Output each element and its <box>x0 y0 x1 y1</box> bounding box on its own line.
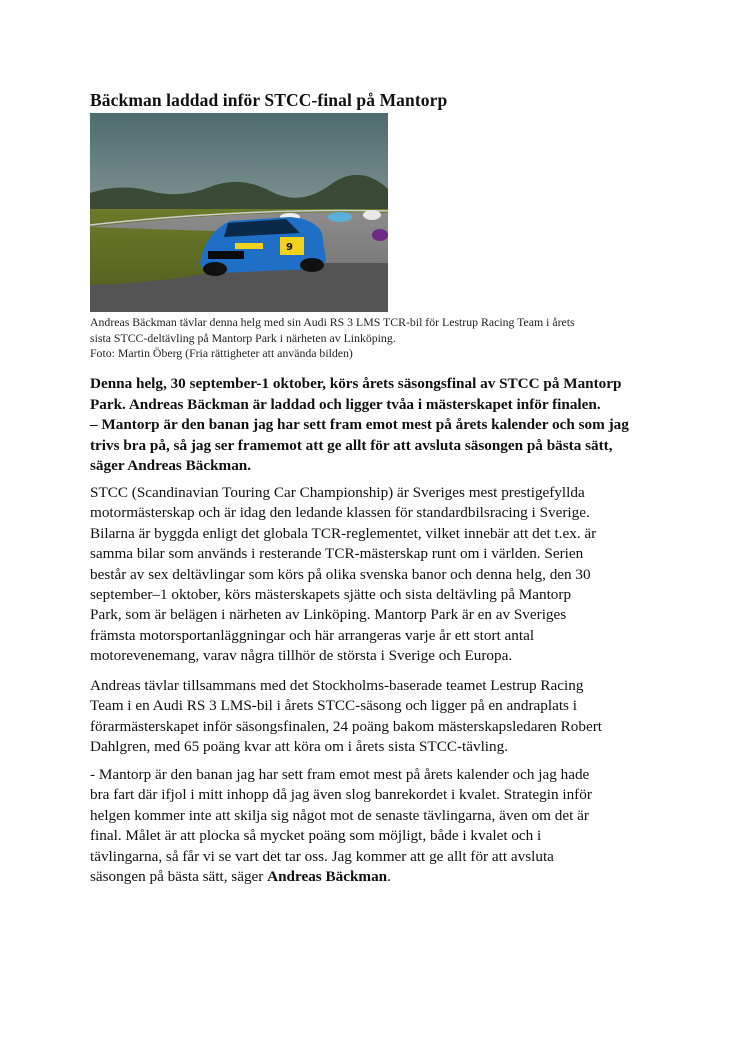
text-line: samma bilar som används i resterande TCR-mästerskap runt om i världen. Serien <box>90 545 584 563</box>
lead-line: säger Andreas Bäckman. <box>90 457 252 475</box>
lead-line: Park. Andreas Bäckman är laddad och ligger tvåa i mästerskapet inför finalen. <box>90 395 601 413</box>
body-paragraph-quote <box>90 765 662 887</box>
text-line: tävlingarna, så får vi se vart det tar oss. Jag kommer att ge allt för att avsluta <box>90 847 554 865</box>
text-line: Dahlgren, med 65 poäng kvar att köra om i årets sista STCC-tävling. <box>90 738 508 756</box>
body-paragraph-stcc <box>90 483 662 667</box>
text-line: STCC (Scandinavian Touring Car Championship) är Sveriges mest prestigefyllda <box>90 484 585 501</box>
text-line: september–1 oktober, körs mästerskapets sjätte och sista deltävling på Mantorp <box>90 586 572 604</box>
text-line: motormästerskap och är idag den ledande klassen för standardbilsracing i Sverige. <box>90 504 590 522</box>
article-title: Bäckman laddad inför STCC-final på Mantorp <box>90 90 448 110</box>
text-line: främsta motorsportanläggningar och här arrangeras varje år ett stort antal <box>90 626 535 644</box>
photo-caption <box>90 315 662 362</box>
text-line: Bilarna är byggda enligt det globala TCR-reglementet, vilket innebär att det t.ex. är <box>90 524 597 542</box>
text-line: består av sex deltävlingar som körs på olika svenska banor och denna helg, den 30 <box>90 565 591 583</box>
text-line: final. Målet är att plocka så mycket poäng som möjligt, både i kvalet och i <box>90 827 542 845</box>
caption-line: sista STCC-deltävling på Mantorp Park i närheten av Linköping. <box>90 330 396 345</box>
text-line: motorevenemang, varav några tillhör de största i Sverige och Europa. <box>90 647 513 665</box>
text-line: Park, som är belägen i närheten av Linköping. Mantorp Park är en av Sveriges <box>90 606 567 624</box>
text-line: Team i en Audi RS 3 LMS-bil i årets STCC-säsong och ligger på en andraplats i <box>90 697 577 715</box>
car-number: 9 <box>286 242 293 253</box>
caption-line: Foto: Martin Öberg (Fria rättigheter att använda bilden) <box>90 346 353 361</box>
lead-paragraph <box>90 374 662 477</box>
text-line: Andreas tävlar tillsammans med det Stockholms-baserade teamet Lestrup Racing <box>90 677 584 694</box>
text-line: bra fart där ifjol i mitt inhopp då jag även slog banrekordet i kvalet. Strategin inför <box>90 786 592 804</box>
race-car-photo <box>90 113 388 312</box>
lead-line: trivs bra på, så jag ser framemot att ge allt för att avsluta säsongen på bästa sätt, <box>90 436 613 454</box>
lead-line: Denna helg, 30 september-1 oktober, körs årets säsongsfinal av STCC på Mantorp <box>90 375 622 392</box>
lead-line: – Mantorp är den banan jag har sett fram emot mest på årets kalender och som jag <box>90 416 629 434</box>
speaker-name: Andreas Bäckman <box>267 868 388 886</box>
text-line: förarmästerskapet inför säsongsfinalen, 24 poäng bakom mästerskapsledaren Robert <box>90 717 602 735</box>
text-line-last <box>90 867 662 887</box>
text-run: . <box>387 868 391 886</box>
text-run: säsongen på bästa sätt, säger <box>90 868 268 886</box>
text-line: helgen kommer inte att skilja sig något mot de senaste tävlingarna, även om det är <box>90 806 589 824</box>
caption-line: Andreas Bäckman tävlar denna helg med sin Audi RS 3 LMS TCR-bil för Lestrup Racing Team i årets <box>90 315 575 329</box>
body-paragraph-team <box>90 676 662 758</box>
text-line: - Mantorp är den banan jag har sett fram emot mest på årets kalender och jag hade <box>90 766 590 783</box>
